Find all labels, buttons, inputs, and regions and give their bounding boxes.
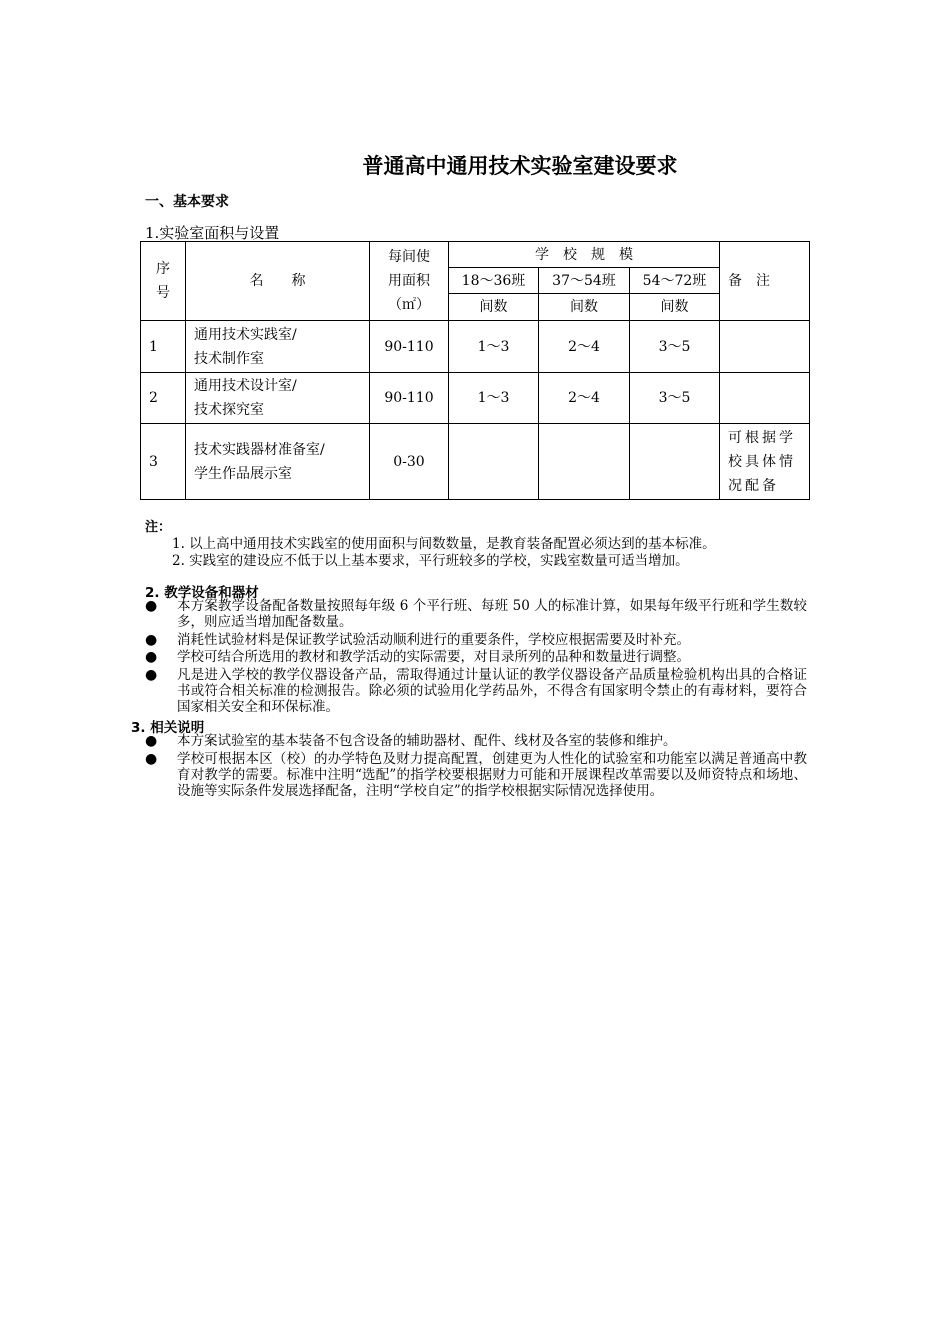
bullet-icon: ● <box>145 751 158 767</box>
header-area: 每间使 用面积 （㎡） <box>370 242 449 321</box>
cell-count: 2～4 <box>539 321 630 373</box>
cell-name: 通用技术设计室/ 技术探究室 <box>186 373 370 424</box>
cell-remark <box>720 373 810 424</box>
header-scale: 学 校 规 模 <box>449 242 720 268</box>
bullet-icon: ● <box>145 733 158 749</box>
bullet-icon: ● <box>145 667 158 683</box>
header-remark: 备注 <box>720 242 810 321</box>
table-row <box>141 321 810 373</box>
notes-heading: 注： <box>145 520 172 535</box>
cell-name: 技术实践器材准备室/ 学生作品展示室 <box>186 424 370 500</box>
cell-count: 1～3 <box>449 373 539 424</box>
bullet-text: 学校可结合所选用的教材和教学活动的实际需要，对目录所列的品种和数量进行调整。 <box>177 649 690 665</box>
header-range: 37～54班 <box>539 268 630 294</box>
cell-count: 3～5 <box>630 373 720 424</box>
section-heading-equipment: 2. 教学设备和器材 <box>145 585 259 601</box>
cell-count: 1～3 <box>449 321 539 373</box>
bullet-text: 本方案教学设备配备数量按照每年级 6 个平行班、每班 50 人的标准计算，如果每年级平行班和学生数较多，则应适当增加配备数量。 <box>177 598 807 630</box>
header-seq: 序 号 <box>141 242 186 321</box>
cell-name: 通用技术实践室/ 技术制作室 <box>186 321 370 373</box>
section-heading-notes: 3. 相关说明 <box>131 720 205 736</box>
cell-seq: 1 <box>141 321 186 373</box>
bullet-text: 凡是进入学校的教学仪器设备产品，需取得通过计量认证的教学仪器设备产品质量检验机构出具的合格证书或符合相关标准的检测报告。除必须的试验用化学药品外，不得含有国家明令禁止的有毒材料，要符合国家相关安全和环保标准。 <box>177 667 807 715</box>
bullet-text: 本方案试验室的基本装备不包含设备的辅助器材、配件、线材及各室的装修和维护。 <box>177 733 677 749</box>
table-row <box>141 424 810 500</box>
cell-remark: 可根据学 校具体情 况配备 <box>720 424 810 500</box>
bullet-icon: ● <box>145 598 158 614</box>
note-item: 2. 实践室的建设应不低于以上基本要求，平行班较多的学校，实践室数量可适当增加。 <box>172 553 689 569</box>
cell-seq: 2 <box>141 373 186 424</box>
cell-area: 90-110 <box>370 321 449 373</box>
header-range: 18～36班 <box>449 268 539 294</box>
page-title: 普通高中通用技术实验室建设要求 <box>362 154 678 178</box>
header-name: 名 称 <box>186 242 370 321</box>
cell-area: 0-30 <box>370 424 449 500</box>
cell-remark <box>720 321 810 373</box>
header-count: 间数 <box>630 294 720 321</box>
header-range: 54～72班 <box>630 268 720 294</box>
cell-count <box>449 424 539 500</box>
cell-seq: 3 <box>141 424 186 500</box>
section-heading-basic: 一、基本要求 <box>145 194 229 210</box>
bullet-text: 消耗性试验材料是保证教学试验活动顺利进行的重要条件，学校应根据需要及时补充。 <box>177 632 690 648</box>
cell-count <box>539 424 630 500</box>
header-count: 间数 <box>449 294 539 321</box>
bullet-icon: ● <box>145 649 158 665</box>
header-count: 间数 <box>539 294 630 321</box>
bullet-text: 学校可根据本区（校）的办学特色及财力提高配置，创建更为人性化的试验室和功能室以满足普通高中教育对教学的需要。标准中注明“选配”的指学校要根据财力可能和开展课程改革需要以及师资特点和场地、设施等实际条件发展选择配备，注明“学校自定”的指学校根据实际情况选择使用。 <box>177 751 807 799</box>
subsection-heading: 1.实验室面积与设置 <box>145 224 280 242</box>
requirements-table <box>140 241 810 500</box>
table-row <box>141 373 810 424</box>
cell-count: 2～4 <box>539 373 630 424</box>
cell-area: 90-110 <box>370 373 449 424</box>
note-item: 1. 以上高中通用技术实践室的使用面积与间数数量，是教育装备配置必须达到的基本标准。 <box>172 536 716 552</box>
cell-count <box>630 424 720 500</box>
bullet-icon: ● <box>145 632 158 648</box>
cell-count: 3～5 <box>630 321 720 373</box>
